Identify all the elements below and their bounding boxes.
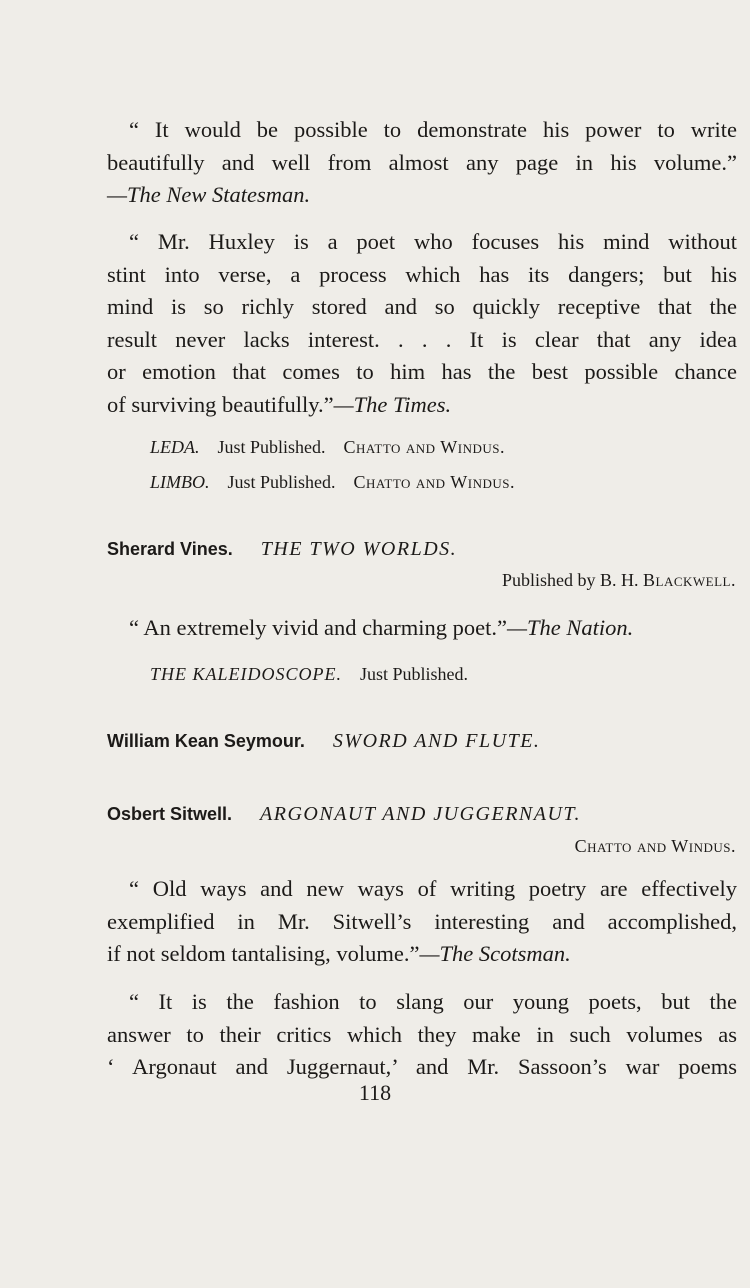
review-line [107, 612, 737, 645]
book-title: LEDA. [150, 437, 200, 457]
review-line: “ Old ways and new ways of writing poetry are effectively [129, 876, 737, 901]
book-publisher: Chatto and Windus. [343, 437, 505, 457]
review-text: of surviving beautifully.” [107, 391, 334, 417]
work-title: THE TWO WORLDS. [260, 538, 458, 560]
review-line: beautifully and well from almost any page in his volume.” [107, 149, 737, 175]
review-nation [107, 612, 737, 645]
book-status: Just Published. [227, 472, 336, 492]
publisher-line [502, 570, 736, 591]
review-new-statesman [107, 114, 737, 212]
review-continuing [107, 986, 737, 1084]
review-text: “ An extremely vivid and charming poet.” [129, 615, 508, 640]
work-title: SWORD AND FLUTE. [332, 730, 541, 752]
review-scotsman [107, 873, 737, 971]
book-status: Just Published. [217, 437, 326, 457]
publisher-name: Chatto and Windus. [574, 836, 736, 856]
review-line: exemplified in Mr. Sitwell’s interesting and accomplished, [107, 908, 737, 934]
book-title: LIMBO. [150, 472, 210, 492]
book-status: Just Published. [360, 664, 469, 684]
review-line: “ It is the fashion to slang our young poets, but the [129, 989, 737, 1014]
review-line [107, 938, 737, 971]
work-title: ARGONAUT AND JUGGERNAUT. [260, 803, 582, 825]
review-text: if not seldom tantalising, volume.” [107, 941, 420, 966]
review-line [107, 389, 737, 422]
review-line: answer to their critics which they make in such volumes as [107, 1021, 737, 1047]
book-listing-limbo [150, 472, 515, 493]
publisher-line [575, 836, 736, 857]
review-line: “ It would be possible to demonstrate his power to write [129, 117, 737, 142]
review-source: —The Scotsman. [419, 941, 571, 966]
book-listing-kaleidoscope [150, 664, 468, 685]
review-source: —The New Statesman. [107, 182, 311, 207]
published-by: Published by B. H. [501, 570, 639, 590]
author-name: Osbert Sitwell. [107, 804, 233, 824]
review-line: stint into verse, a process which has its dangers; but his [107, 261, 737, 287]
page-number: 118 [358, 1080, 392, 1105]
author-entry-vines [107, 538, 457, 561]
review-line: result never lacks interest. . . . It is clear that any idea [107, 326, 737, 352]
review-line: ‘ Argonaut and Juggernaut,’ and Mr. Sassoon’s war poems [107, 1054, 737, 1079]
author-entry-sitwell [107, 803, 581, 826]
book-title: THE KALEIDOSCOPE. [150, 664, 342, 684]
author-entry-seymour [107, 730, 540, 753]
review-line: “ Mr. Huxley is a poet who focuses his mind without [129, 229, 737, 254]
review-line: or emotion that comes to him has the best possible chance [107, 359, 737, 384]
review-line: mind is so richly stored and so quickly receptive that the [107, 294, 737, 319]
author-name: Sherard Vines. [107, 539, 233, 559]
review-times [107, 226, 737, 421]
author-name: William Kean Seymour. [107, 731, 305, 751]
review-source: —The Times. [333, 391, 452, 417]
review-source: —The Nation. [507, 615, 634, 640]
publisher-name: Blackwell. [643, 570, 736, 590]
book-listing-leda [150, 437, 505, 458]
book-publisher: Chatto and Windus. [353, 472, 515, 492]
